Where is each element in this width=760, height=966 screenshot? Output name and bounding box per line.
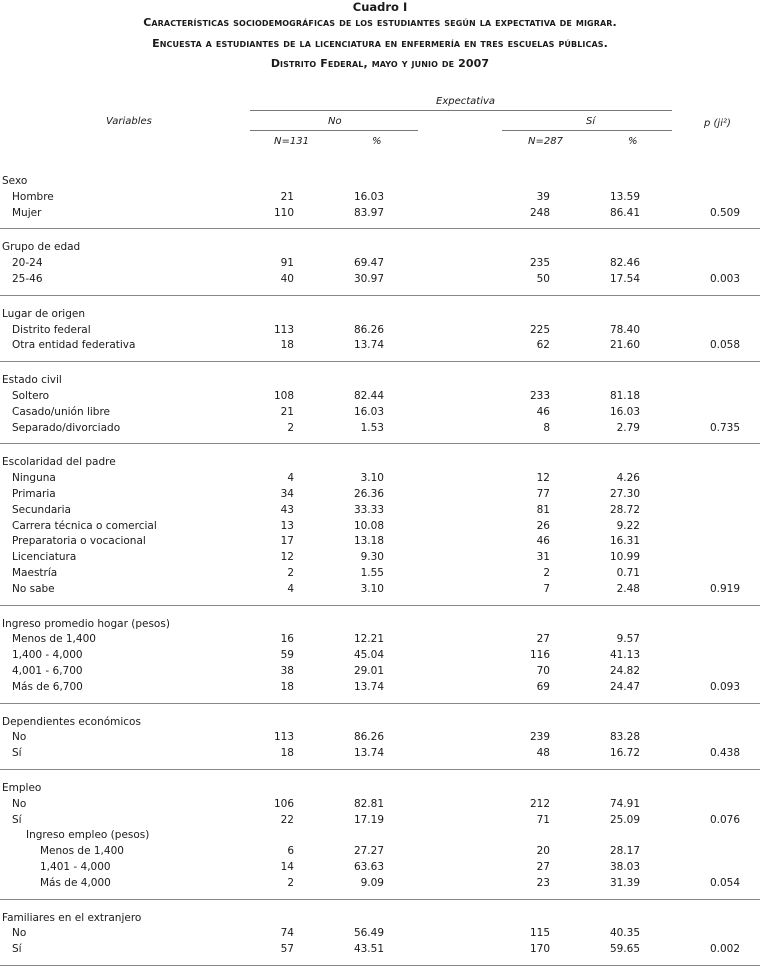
cell-pct-no: 29.01 [353,665,384,677]
cell-n-no: 2 [287,567,294,579]
table-title-line-1: Características sociodemográficas de los estudiantes según la expectativa de migrar. [143,16,617,29]
row-label: Menos de 1,400 [40,845,124,858]
row-label: Carrera técnica o comercial [12,519,157,532]
row-label: Mujer [12,206,42,219]
row-label: Ninguna [12,472,56,485]
cell-pct-si: 25.09 [609,813,640,826]
cell-n-si: 239 [529,731,550,744]
cell-n-si: 2 [543,567,550,579]
row-label: Ingreso empleo (pesos) [26,829,150,842]
cell-p-value: 0.002 [709,943,740,956]
cell-n-si: 115 [529,927,550,940]
cell-pct-si: 0.71 [616,567,640,579]
cell-n-si: 50 [536,273,550,285]
section-divider [0,295,760,296]
cell-pct-si: 16.03 [609,405,640,418]
table-row [0,190,760,205]
cell-n-si: 233 [529,390,550,402]
row-label: Soltero [12,390,50,402]
cell-pct-si: 78.40 [609,323,640,336]
cell-pct-si: 13.59 [609,190,640,203]
cell-pct-si: 38.03 [609,861,640,873]
cell-n-si: 23 [536,876,550,889]
section-heading-row [0,617,760,632]
cell-pct-si: 41.13 [609,649,640,662]
cell-pct-si: 24.47 [609,680,640,693]
cell-n-si: 46 [536,535,550,548]
cell-pct-si: 31.39 [609,876,640,889]
cell-n-no: 16 [280,633,294,646]
cell-p-value: 0.735 [709,421,740,434]
cell-pct-no: 9.09 [360,876,384,889]
row-label: 25-46 [12,273,43,285]
table-title-line-3: Distrito Federal, mayo y junio de 2007 [270,57,490,70]
table-row [0,550,760,565]
row-label: No [12,731,27,744]
cell-n-si: 71 [536,813,550,826]
cell-pct-si: 40.35 [609,927,640,940]
cell-pct-si: 16.72 [609,747,640,760]
cell-pct-si: 74.91 [609,797,640,810]
table-row [0,860,760,875]
cell-pct-si: 17.54 [609,273,640,285]
table-row [0,323,760,338]
row-label: 20-24 [12,257,43,270]
row-label: Sexo [2,175,28,187]
cell-pct-si: 24.82 [609,665,640,677]
row-label: 4,001 - 6,700 [12,665,83,677]
table-row [0,632,760,647]
header-n-no: N=131 [274,136,309,147]
cell-n-si: 12 [536,472,550,485]
cell-n-si: 46 [536,405,550,418]
cell-pct-no: 16.03 [353,190,384,203]
table-row [0,664,760,679]
cell-pct-no: 82.81 [353,797,384,810]
row-label: Familiares en el extranjero [2,911,142,924]
cell-pct-no: 16.03 [353,405,384,418]
cell-pct-si: 28.17 [609,845,640,858]
table-row [0,272,760,287]
table-row [0,421,760,436]
cell-pct-si: 27.30 [609,488,640,500]
cell-n-no: 91 [280,257,294,270]
row-label: Menos de 1,400 [12,633,96,646]
section-heading-row [0,715,760,730]
cell-n-no: 40 [280,273,294,285]
cell-p-value: 0.919 [709,582,740,595]
table-row [0,534,760,549]
cell-n-no: 34 [280,488,294,500]
cell-n-no: 6 [287,845,294,858]
row-label: Separado/divorciado [12,421,121,434]
cell-pct-no: 69.47 [353,257,384,270]
cell-n-si: 27 [536,633,550,646]
row-label: Preparatoria o vocacional [12,535,146,548]
cell-p-value: 0.058 [709,339,740,352]
section-heading-row [0,373,760,388]
cell-p-value: 0.509 [709,206,740,219]
cell-pct-no: 43.51 [353,943,384,956]
table-row [0,503,760,518]
header-n-si: N=287 [528,136,563,147]
cell-pct-si: 83.28 [609,731,640,744]
cell-pct-no: 1.53 [360,421,384,434]
cell-n-si: 81 [536,503,550,516]
cell-n-si: 27 [536,861,550,873]
row-label: No [12,927,27,940]
section-divider [0,443,760,444]
cell-n-no: 57 [280,943,294,956]
cell-n-no: 59 [280,649,294,662]
header-rule-expectativa [250,110,672,111]
table-row [0,730,760,745]
header-rule-si [502,130,672,131]
section-heading-row [0,307,760,322]
section-divider [0,361,760,362]
row-label: 1,401 - 4,000 [40,861,111,873]
cell-n-no: 43 [280,503,294,516]
cell-pct-si: 10.99 [609,551,640,564]
row-label: Sí [12,813,22,826]
header-pct-si: % [628,136,638,147]
cell-n-si: 77 [536,488,550,500]
row-label: Lugar de origen [2,307,85,320]
cell-pct-no: 9.30 [360,551,384,564]
cell-n-si: 116 [529,649,550,662]
section-heading-row [0,240,760,255]
table-row [0,471,760,486]
cell-pct-si: 9.22 [616,519,640,532]
row-label: Escolaridad del padre [2,456,116,469]
cell-pct-no: 26.36 [353,488,384,500]
row-label: No [12,797,27,810]
row-label: Dependientes económicos [2,715,141,728]
cell-pct-no: 3.10 [360,582,384,595]
cell-pct-si: 2.48 [616,582,640,595]
cell-n-si: 31 [536,551,550,564]
cell-pct-si: 2.79 [616,421,640,434]
section-heading-row [0,781,760,796]
cell-pct-si: 82.46 [609,257,640,270]
table-row [0,876,760,891]
table-row [0,566,760,581]
cell-n-no: 113 [273,323,294,336]
table-row [0,256,760,271]
table-row [0,405,760,420]
cell-pct-si: 4.26 [616,472,640,485]
cell-pct-no: 12.21 [353,633,384,646]
header-rule-no [250,130,418,131]
row-label: Sí [12,943,22,956]
cell-pct-si: 21.60 [609,339,640,352]
cell-n-no: 38 [280,665,294,677]
row-label: Otra entidad federativa [12,339,136,352]
section-heading-row [0,455,760,470]
cell-n-no: 18 [280,680,294,693]
cell-n-si: 8 [543,421,550,434]
table-row [0,942,760,957]
table-row [0,389,760,404]
row-label: No sabe [12,582,55,595]
section-divider [0,605,760,606]
cell-pct-no: 13.74 [353,680,384,693]
cell-p-value: 0.438 [709,747,740,760]
row-label: 1,400 - 4,000 [12,649,83,662]
cell-n-si: 26 [536,519,550,532]
table-row [0,797,760,812]
cell-n-no: 4 [287,582,294,595]
cell-pct-no: 86.26 [353,323,384,336]
cell-pct-no: 56.49 [353,927,384,940]
cell-n-si: 20 [536,845,550,858]
section-divider [0,228,760,229]
row-label: Ingreso promedio hogar (pesos) [2,617,170,630]
section-divider [0,899,760,900]
table-row [0,828,760,843]
cell-n-si: 7 [543,582,550,595]
cell-pct-no: 13.18 [353,535,384,548]
cell-pct-no: 27.27 [353,845,384,858]
table-row [0,844,760,859]
cell-n-si: 225 [529,323,550,336]
cell-n-si: 70 [536,665,550,677]
table-row [0,206,760,221]
cell-p-value: 0.054 [709,876,740,889]
cell-pct-si: 9.57 [616,633,640,646]
cell-n-no: 21 [280,190,294,203]
header-variables: Variables [106,116,152,127]
cell-n-no: 18 [280,747,294,760]
cell-n-no: 18 [280,339,294,352]
header-pct-no: % [372,136,382,147]
cell-pct-no: 3.10 [360,472,384,485]
cell-pct-si: 86.41 [609,206,640,219]
table-row [0,648,760,663]
cell-n-si: 248 [529,206,550,219]
cell-pct-no: 45.04 [353,649,384,662]
cell-n-no: 21 [280,405,294,418]
row-label: Distrito federal [12,323,91,336]
header-expectativa: Expectativa [436,96,496,107]
table-row [0,338,760,353]
cell-n-no: 4 [287,472,294,485]
cell-n-si: 39 [536,190,550,203]
section-heading-row [0,911,760,926]
row-label: Grupo de edad [2,241,81,254]
cell-n-no: 2 [287,876,294,889]
cell-pct-si: 28.72 [609,503,640,516]
row-label: Hombre [12,190,54,203]
cell-pct-si: 16.31 [609,535,640,548]
cell-n-si: 48 [536,747,550,760]
section-divider [0,703,760,704]
cell-n-no: 106 [273,797,294,810]
header-no: No [328,116,342,127]
cell-n-si: 212 [529,797,550,810]
row-label: Maestría [12,567,58,579]
section-divider [0,769,760,770]
table-number: Cuadro I [352,0,408,14]
row-label: Primaria [12,488,56,500]
row-label: Más de 4,000 [40,876,111,889]
cell-n-si: 235 [529,257,550,270]
cell-pct-no: 30.97 [353,273,384,285]
row-label: Estado civil [2,374,62,387]
cell-n-no: 14 [280,861,294,873]
cell-pct-no: 13.74 [353,339,384,352]
row-label: Secundaria [12,503,71,516]
cell-p-value: 0.003 [709,273,740,285]
cell-p-value: 0.093 [709,680,740,693]
section-heading-row [0,174,760,189]
cell-n-no: 108 [273,390,294,402]
cell-pct-si: 59.65 [609,943,640,956]
row-label: Casado/unión libre [12,405,110,418]
cell-n-no: 12 [280,551,294,564]
cell-pct-no: 63.63 [353,861,384,873]
header-p-value: p (ji²) [704,118,731,129]
cell-n-no: 113 [273,731,294,744]
table-row [0,582,760,597]
cell-pct-no: 10.08 [353,519,384,532]
table-row [0,813,760,828]
row-label: Más de 6,700 [12,680,83,693]
cell-n-no: 74 [280,927,294,940]
cell-n-no: 2 [287,421,294,434]
table-row [0,746,760,761]
cell-pct-no: 82.44 [353,390,384,402]
cell-pct-no: 33.33 [353,503,384,516]
table-row [0,487,760,502]
table-title-line-2: Encuesta a estudiantes de la licenciatura en enfermería en tres escuelas públicas. [152,37,608,50]
cell-n-si: 62 [536,339,550,352]
cell-n-si: 69 [536,680,550,693]
table-row [0,519,760,534]
cell-pct-no: 13.74 [353,747,384,760]
cell-pct-no: 86.26 [353,731,384,744]
cell-n-no: 13 [280,519,294,532]
cell-p-value: 0.076 [709,813,740,826]
cell-n-no: 110 [273,206,294,219]
cell-n-no: 22 [280,813,294,826]
row-label: Licenciatura [12,551,77,564]
cell-pct-no: 1.55 [360,567,384,579]
table-row [0,680,760,695]
row-label: Empleo [2,782,42,794]
cell-pct-no: 17.19 [353,813,384,826]
header-si: Sí [586,116,596,127]
table-row [0,926,760,941]
cell-pct-si: 81.18 [609,390,640,402]
cell-n-no: 17 [280,535,294,548]
row-label: Sí [12,747,22,760]
cell-n-si: 170 [529,943,550,956]
cell-pct-no: 83.97 [353,206,384,219]
